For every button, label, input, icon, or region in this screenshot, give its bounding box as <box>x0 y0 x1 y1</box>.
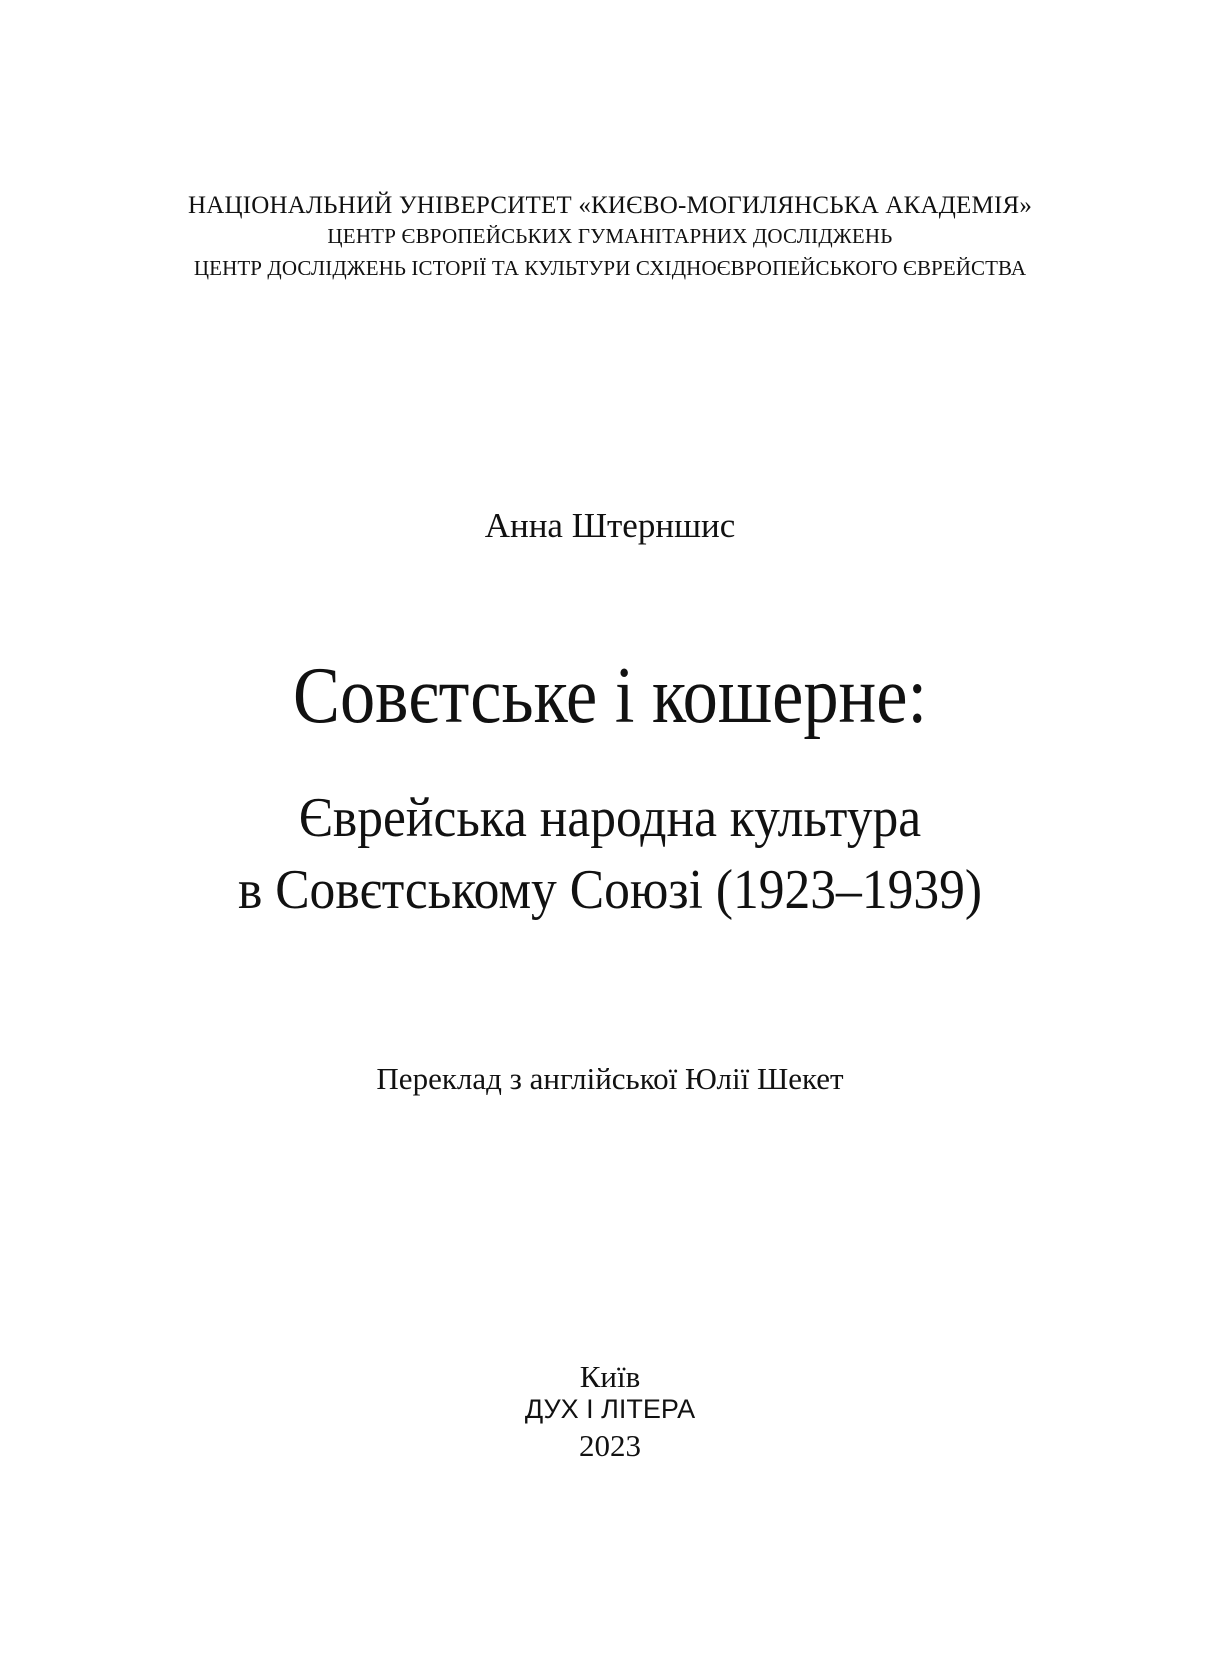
translator-credit: Переклад з англійської Юлії Шекет <box>376 1061 844 1096</box>
book-subtitle-line2: в Совєтському Союзі (1923–1939) <box>237 859 983 921</box>
institution-center-european-humanities: ЦЕНТР ЄВРОПЕЙСЬКИХ ГУМАНІТАРНИХ ДОСЛІДЖЕНЬ <box>327 224 893 248</box>
institution-center-jewish-studies: ЦЕНТР ДОСЛІДЖЕНЬ ІСТОРІЇ ТА КУЛЬТУРИ СХІДНОЄВРОПЕЙСЬКОГО ЄВРЕЙСТВА <box>193 256 1027 280</box>
institution-name: НАЦІОНАЛЬНИЙ УНІВЕРСИТЕТ «КИЄВО-МОГИЛЯНСЬКА АКАДЕМІЯ» <box>187 192 1033 219</box>
book-title: Совєтське і кошерне: <box>292 652 928 740</box>
imprint-year: 2023 <box>579 1428 641 1463</box>
imprint-city: Київ <box>579 1359 641 1394</box>
book-subtitle-line1: Єврейська народна культура <box>298 787 922 849</box>
imprint-publisher: ДУХ І ЛІТЕРА <box>524 1394 696 1424</box>
author-name: Анна Штерншис <box>484 506 736 545</box>
